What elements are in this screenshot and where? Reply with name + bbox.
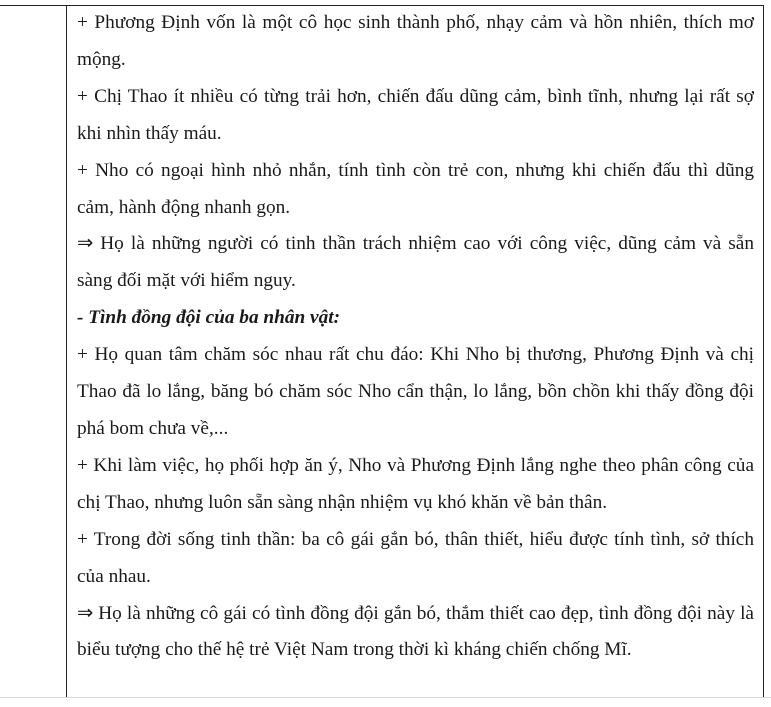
paragraph-chi-thao: + Chị Thao ít nhiều có từng trải hơn, chiến đấu dũng cảm, bình tĩnh, nhưng lại rất sợ khi nhìn thấy máu. xyxy=(77,85,754,144)
section-heading-comradeship: - Tình đồng đội của ba nhân vật: xyxy=(77,307,341,329)
table-content-cell xyxy=(67,6,763,697)
paragraph-conclusion-1: ⇒ Họ là những người có tinh thần trách nhiệm cao với công việc, dũng cảm và sẵn sàng đối mặt với hiểm nguy. xyxy=(77,233,754,292)
paragraph-spiritual-life: + Trong đời sống tinh thần: ba cô gái gắn bó, thân thiết, hiểu được tính tình, sở thích của nhau. xyxy=(77,528,754,587)
paragraph-care: + Họ quan tâm chăm sóc nhau rất chu đáo: Khi Nho bị thương, Phương Định và chị Thao đã lo lắng, băng bó chăm sóc Nho cẩn thận, lo lắng, bồn chồn khi thấy đồng đội phá bom chưa về,... xyxy=(77,344,754,439)
table-left-column-cell xyxy=(0,6,67,697)
document-table xyxy=(0,5,764,697)
paragraph-nho: + Nho có ngoại hình nhỏ nhắn, tính tình còn trẻ con, nhưng khi chiến đấu thì dũng cảm, hành động nhanh gọn. xyxy=(77,159,754,218)
paragraph-conclusion-2: ⇒ Họ là những cô gái có tình đồng đội gắn bó, thắm thiết cao đẹp, tình đồng đội này là biểu tượng cho thế hệ trẻ Việt Nam trong thời kì kháng chiến chống Mĩ. xyxy=(77,602,754,661)
paragraph-teamwork: + Khi làm việc, họ phối hợp ăn ý, Nho và Phương Định lắng nghe theo phân công của chị Thao, nhưng luôn sẵn sàng nhận nhiệm vụ khó khăn về bản thân. xyxy=(77,454,754,513)
page-bottom-divider xyxy=(0,697,771,698)
paragraph-phuong-dinh: + Phương Định vốn là một cô học sinh thành phố, nhạy cảm và hồn nhiên, thích mơ mộng. xyxy=(77,12,754,70)
